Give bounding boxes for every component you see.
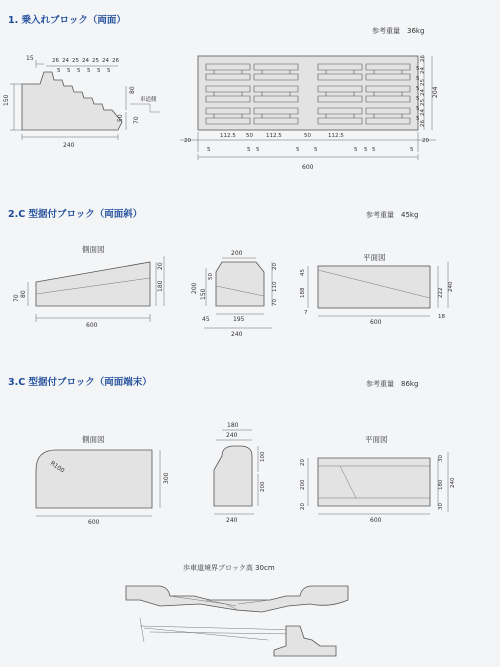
side-view-label: 側面図	[82, 245, 105, 254]
s2-dim-20: 20	[157, 262, 164, 270]
s3-dim-30a: 30	[438, 455, 444, 462]
boundary-block-outline	[126, 586, 348, 612]
s1-plan5-dim: 5	[416, 106, 420, 112]
section-3-title: 3.C 型据付ブロック（両面端末）	[8, 377, 152, 388]
s3-dim-200b: 200	[300, 479, 306, 490]
s1-top2-dim: 5	[67, 68, 71, 74]
s3-side-block	[36, 450, 152, 508]
s1-plan-right-dim: 24	[420, 67, 426, 74]
s3-radius: R100	[48, 459, 66, 475]
s2-dim-200: 200	[191, 282, 198, 294]
s2-dim-20b: 20	[272, 263, 278, 270]
s2-dim-240b: 240	[448, 281, 454, 292]
s1-bottom5-dim: 5	[314, 147, 318, 153]
s2-dim-70: 70	[13, 294, 20, 302]
s2-dim-45: 45	[202, 316, 210, 323]
s2-dim-180: 180	[157, 280, 164, 292]
plan-view-label-2: 平面図	[365, 435, 388, 444]
s1-bottom-dim: 112.5	[328, 133, 344, 139]
s2-plan-block	[318, 266, 430, 308]
s3-dim-240b: 240	[226, 517, 238, 524]
s1-bottom-dim: 112.5	[220, 133, 236, 139]
section-1-weight: 参考重量 36kg	[372, 27, 425, 35]
s3-dim-20b: 20	[300, 503, 306, 510]
boundary-section-lines	[140, 626, 300, 640]
s2-dim-18: 18	[438, 314, 445, 320]
section-3-weight: 参考重量 86kg	[366, 380, 419, 388]
section-2-title: 2.C 型据付ブロック（両面斜）	[8, 209, 143, 220]
s2-dim-110: 110	[272, 281, 278, 292]
s1-top2-dim: 5	[77, 68, 81, 74]
s1-bottom-dim: 20	[184, 138, 191, 144]
s1-top2-dim: 5	[57, 68, 61, 74]
s1-plan-right-dim: 26	[420, 120, 426, 127]
s1-plan-right-dim: 25	[420, 99, 426, 106]
s1-top-dim: 26	[52, 58, 59, 64]
s3-dim-30b: 30	[438, 503, 444, 510]
s1-plan5-dim: 5	[416, 116, 420, 122]
s1-top-dim: 24	[102, 58, 109, 64]
s1-dim-240: 240	[63, 142, 75, 149]
s2-dim-80: 80	[20, 290, 27, 298]
s1-dim-80: 80	[129, 86, 136, 94]
s2-side-block	[36, 262, 150, 306]
s3-dim-240c: 240	[450, 477, 456, 488]
s3-dim-180: 180	[227, 422, 239, 429]
s1-top-dim: 25	[72, 58, 79, 64]
s1-top2-dim: 5	[107, 68, 111, 74]
s2-dim-222: 222	[438, 287, 444, 298]
s1-plan-right-dim: 24	[420, 109, 426, 116]
s2-dim-50: 50	[208, 273, 214, 280]
s1-dim-204: 204	[432, 86, 439, 98]
s1-side-block	[22, 72, 122, 130]
s1-dim-70: 70	[133, 116, 140, 124]
s1-dim-150: 150	[3, 94, 10, 106]
s1-plan-right-dim: 26	[420, 55, 426, 62]
s1-bottom5-dim: 5	[296, 147, 300, 153]
s3-dim-20a: 20	[300, 459, 306, 466]
s1-bottom5-dim: 5	[256, 147, 260, 153]
s3-dim-100: 100	[260, 451, 266, 462]
s1-top-dim: 25	[92, 58, 99, 64]
s2-dim-600: 600	[86, 322, 98, 329]
s3-section-block	[214, 446, 252, 506]
s1-bottom-dim: 112.5	[266, 133, 282, 139]
s2-dim-600b: 600	[370, 319, 382, 326]
plan-view-label: 平面図	[363, 253, 386, 262]
section-1-title: 1. 乗入れブロック（両面）	[8, 15, 126, 26]
s2-dim-70b: 70	[272, 299, 278, 306]
s2-dim-240: 240	[231, 331, 243, 338]
s1-bottom-dim: 50	[304, 133, 311, 139]
s3-dim-300: 300	[163, 472, 170, 484]
s2-dim-200: 200	[231, 250, 243, 257]
s1-bottom5-dim: 5	[247, 147, 251, 153]
s2-dim-7: 7	[304, 310, 308, 316]
boundary-section-block	[274, 626, 336, 656]
s3-dim-600b: 600	[370, 517, 382, 524]
s1-top2-dim: 5	[97, 68, 101, 74]
s2-dim-188: 188	[300, 287, 306, 298]
s1-bottom-dim: 50	[246, 133, 253, 139]
roadway-side-label: 車道側	[140, 97, 157, 103]
s1-top-dim: 24	[62, 58, 69, 64]
s1-bottom-dim: 20	[422, 138, 429, 144]
s1-plan-block	[198, 56, 418, 130]
s1-top-dim: 26	[112, 58, 119, 64]
s3-dim-240: 240	[226, 432, 238, 439]
s3-dim-180b: 180	[438, 479, 444, 490]
s1-plan5-dim: 5	[416, 96, 420, 102]
s3-plan-block	[318, 458, 430, 506]
s1-top-dim: 24	[82, 58, 89, 64]
s1-plan5-dim: 5	[416, 66, 420, 72]
s2-dim-45b: 45	[300, 269, 306, 276]
s1-bottom5-dim: 5	[410, 147, 414, 153]
s1-plan-right-dim: 24	[420, 89, 426, 96]
s3-dim-200: 200	[260, 481, 266, 492]
s1-dim-15: 15	[26, 55, 34, 62]
s1-bottom5-dim: 5	[207, 147, 211, 153]
s1-dim-600: 600	[302, 164, 314, 171]
side-view-label-2: 側面図	[82, 435, 105, 444]
s2-section-block	[216, 262, 264, 306]
s2-dim-195: 195	[233, 316, 245, 323]
s1-plan5-dim: 5	[416, 86, 420, 92]
s1-bottom5-dim: 5	[354, 147, 358, 153]
s1-top2-dim: 5	[87, 68, 91, 74]
s1-bottom5-dim: 5	[372, 147, 376, 153]
boundary-block-label: 歩車道境界ブロック高 30cm	[183, 564, 275, 572]
s1-dim-50: 50	[117, 114, 124, 122]
s1-plan-right-dim: 25	[420, 79, 426, 86]
s1-bottom5-dim: 5	[364, 147, 368, 153]
s1-plan5-dim: 5	[416, 76, 420, 82]
s3-dim-600: 600	[88, 519, 100, 526]
section-2-weight: 参考重量 45kg	[366, 211, 419, 219]
s2-dim-150: 150	[200, 288, 207, 300]
